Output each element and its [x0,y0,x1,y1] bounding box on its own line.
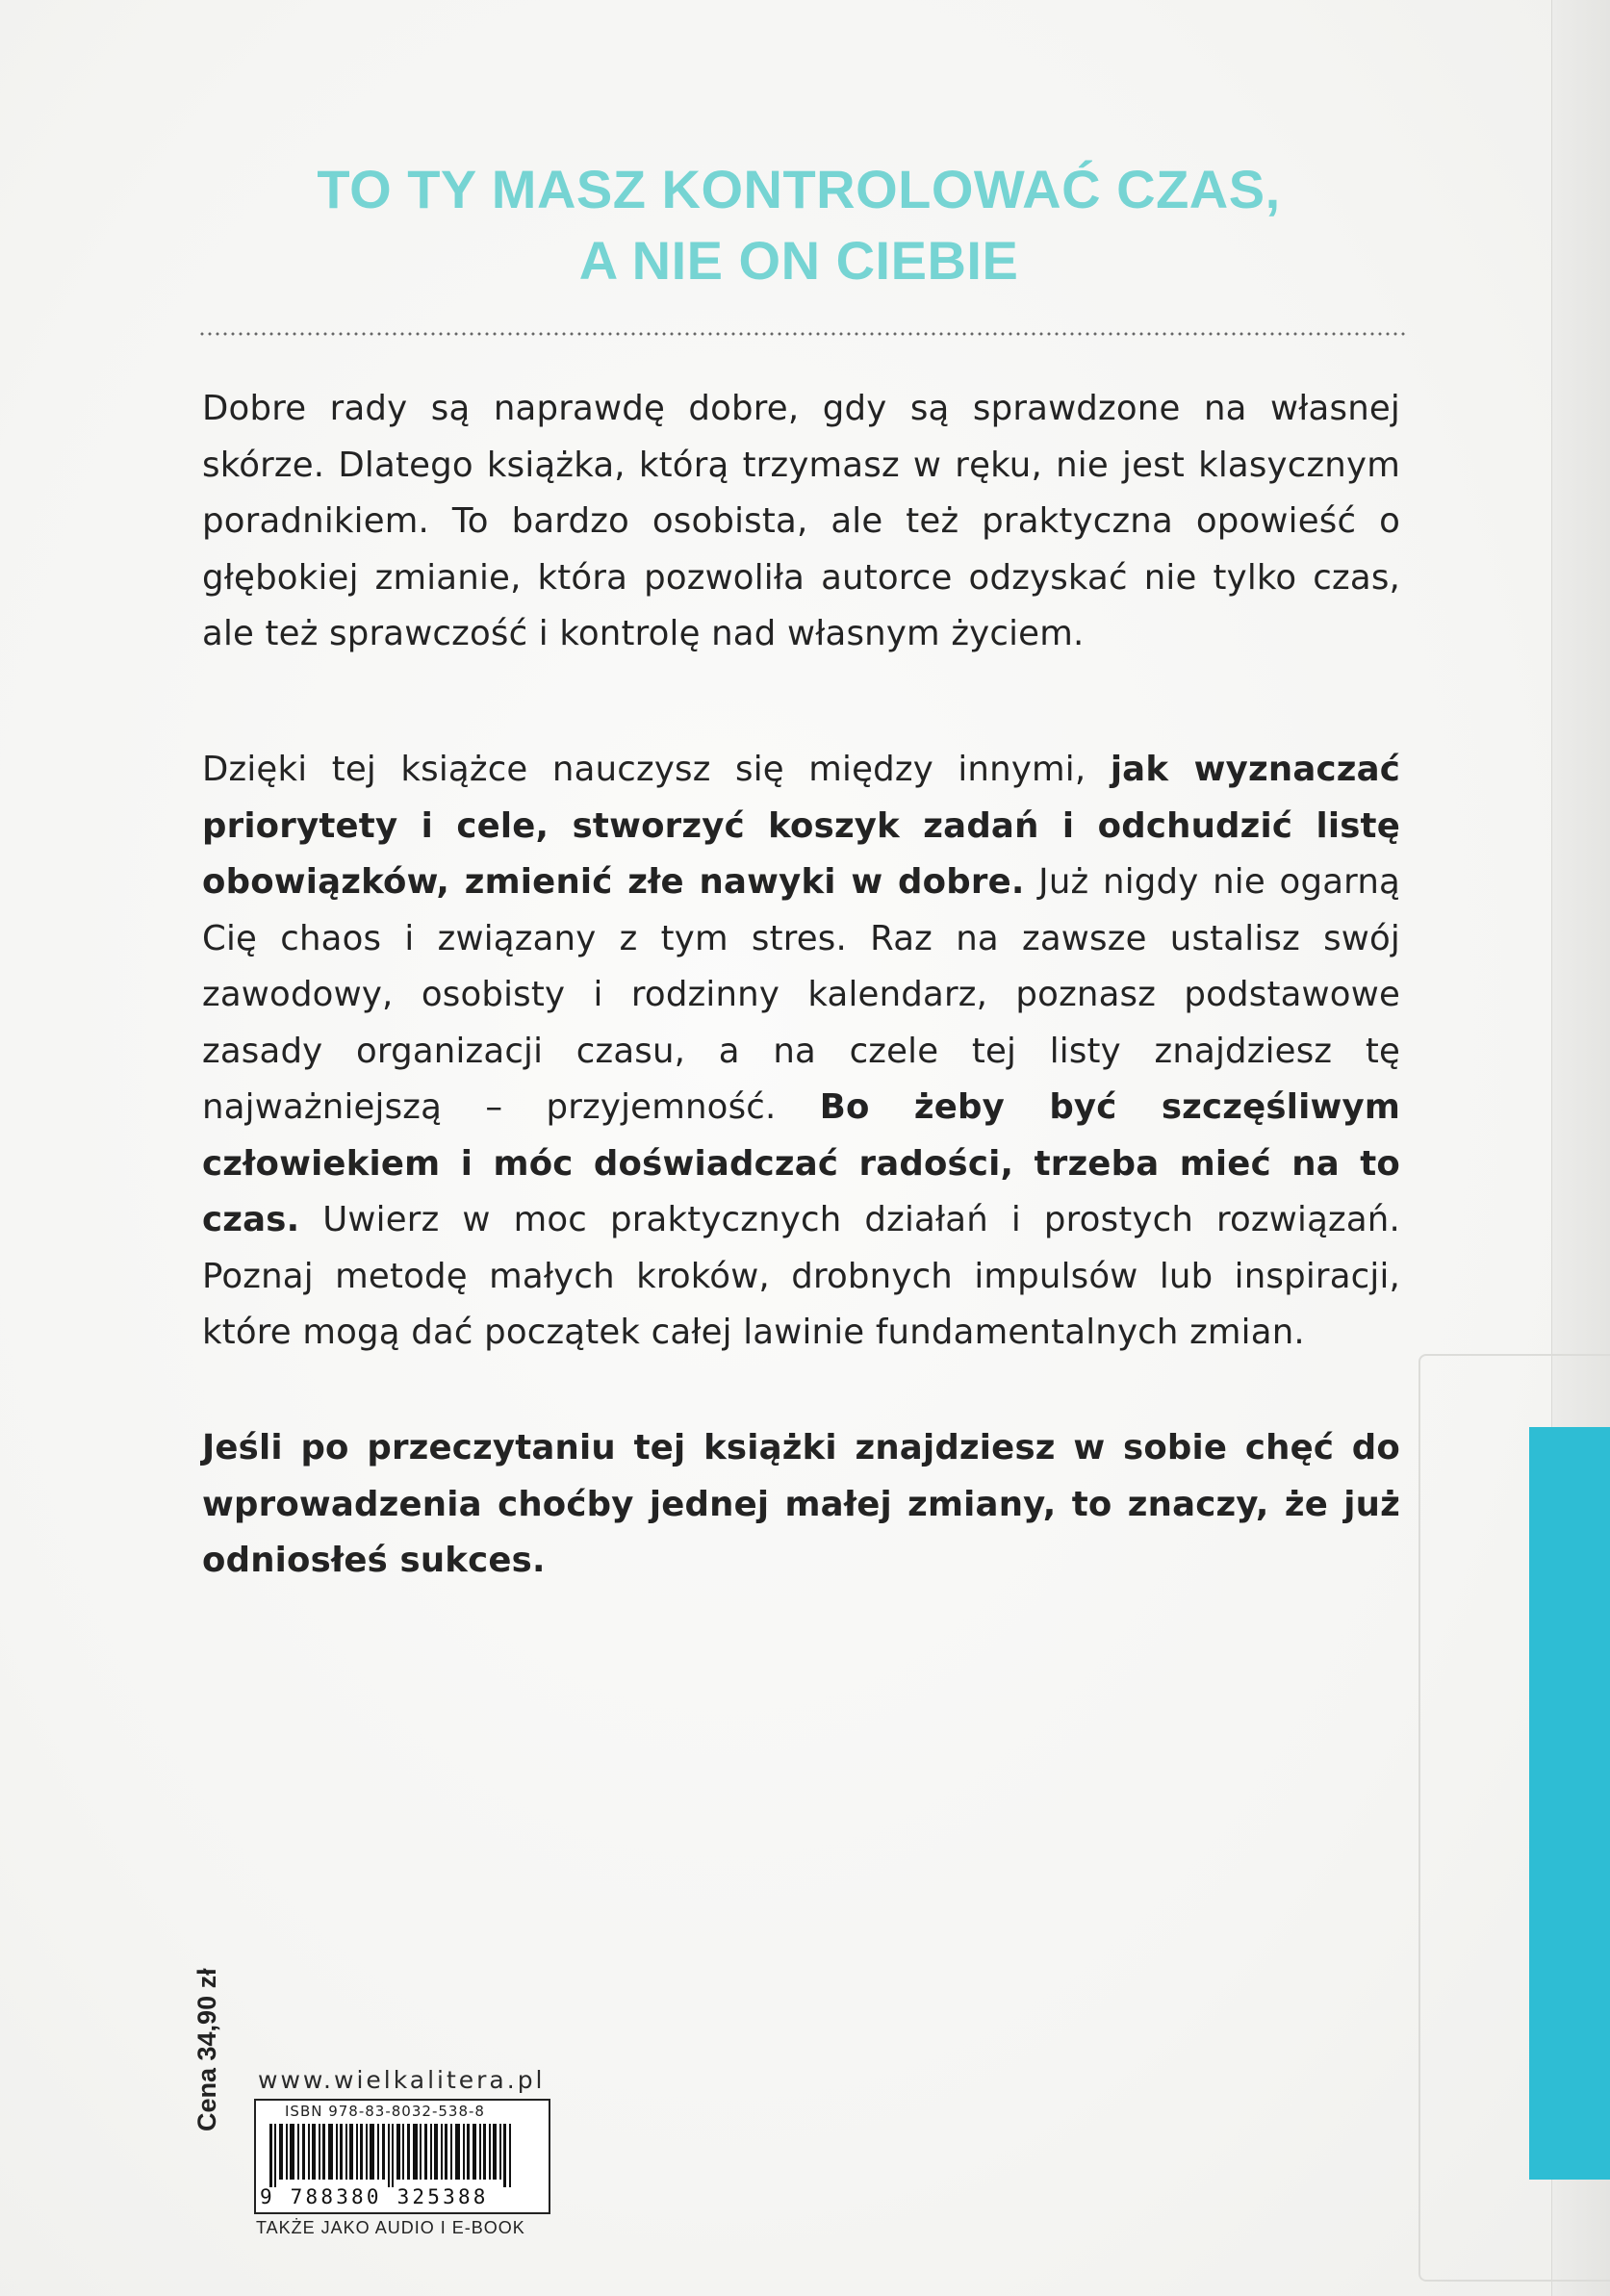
headline [144,154,1453,296]
barcode-box [254,2099,550,2214]
paragraph-benefits-intro: Dzięki tej książce nauczysz się między innymi, [202,750,1111,789]
paragraph-benefits-ending: Uwierz w moc praktycznych działań i prostych rozwiązań. Poznaj metodę małych kroków, drobnych impulsów lub inspiracji, które mogą dać początek całej lawinie fundamentalnych zmian. [202,1200,1400,1352]
headline-line-1: TO TY MASZ KONTROLOWAĆ CZAS, [317,159,1281,219]
isbn-label: ISBN 978-83-8032-538-8 [285,2103,485,2120]
blue-spine-strip [1529,1427,1610,2180]
formats-note: TAKŻE JAKO AUDIO I E-BOOK [256,2218,525,2237]
dotted-divider [198,331,1407,337]
paragraph-benefits [202,742,1400,1362]
headline-line-2: A NIE ON CIEBIE [578,230,1019,291]
barcode-digits: 9 788380 325388 [260,2185,489,2208]
paragraph-benefits-bold-2: Bo żeby być szczęśliwym człowiekiem i móc doświadczać radości, trzeba mieć na to czas. [202,1087,1401,1239]
publisher-website: www.wielkalitera.pl [258,2066,546,2094]
paragraph-intro: Dobre rady są naprawdę dobre, gdy są sprawdzone na własnej skórze. Dlatego książka, którą trzymasz w ręku, nie jest klasycznym poradnikiem. To bardzo osobista, ale też praktyczna opowieść o głębokiej zmianie, która pozwoliła autorce odzyskać nie tylko czas, ale też sprawczość i kontrolę nad własnym życiem. [202,389,1400,653]
price-label: Cena 34,90 zł [192,1968,221,2131]
paragraph-benefits-bold-1: jak wyznaczać priorytety i cele, stworzyć koszyk zadań i odchudzić listę obowiązków, zmienić złe nawyki w dobre. [202,750,1400,902]
paragraph-closing: Jeśli po przeczytaniu tej książki znajdziesz w sobie chęć do wprowadzenia choćby jednej małej zmiany, to znaczy, że już odniosłeś sukces. [202,1428,1400,1580]
paragraph-benefits-middle: Już nigdy nie ogarną Cię chaos i związany z tym stres. Raz na zawsze ustalisz swój zawodowy, osobisty i rodzinny kalendarz, poznasz podstawowe zasady organizacji czasu, a na czele tej listy znajdziesz tę najważniejszą – przyjemność. [202,862,1400,1127]
